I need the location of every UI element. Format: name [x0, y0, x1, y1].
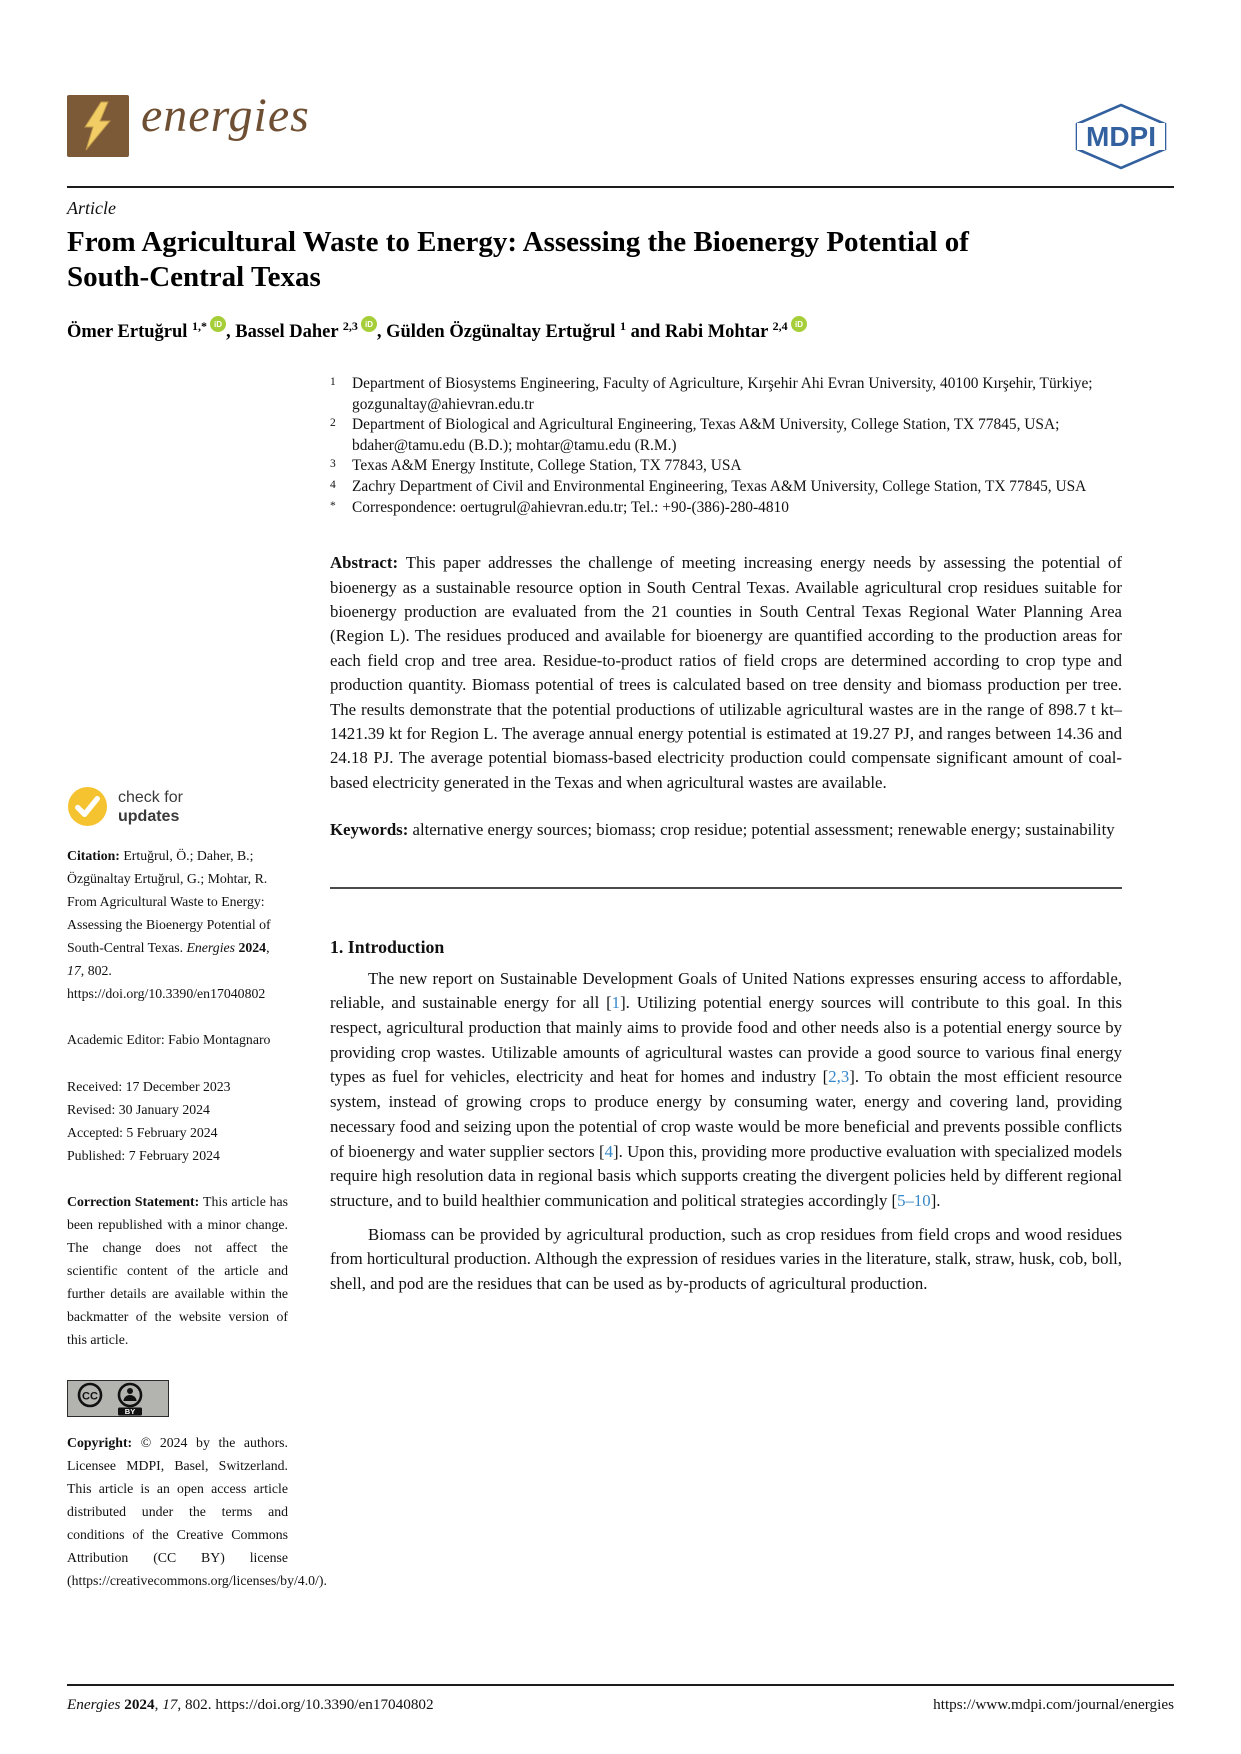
check-for-updates-text: check for updates — [118, 788, 183, 825]
correspondence-marker: * — [330, 499, 336, 512]
author-name: Gülden Özgünaltay Ertuğrul — [386, 322, 620, 342]
date-received: Received: 17 December 2023 — [67, 1079, 231, 1094]
affiliation-marker: 4 — [330, 478, 336, 491]
article-type-label: Article — [67, 198, 116, 218]
author-affiliation-superscript: 2,3 — [342, 319, 358, 333]
checkmark-icon — [67, 786, 108, 827]
footer-citation: Energies 2024, 17, 802. https://doi.org/10.3390/en17040802 — [67, 1696, 434, 1713]
mdpi-logo[interactable] — [1064, 102, 1178, 172]
date-published: Published: 7 February 2024 — [67, 1148, 220, 1163]
section-heading-introduction: 1. Introduction — [330, 936, 445, 957]
mdpi-wordmark: MDPI — [1086, 121, 1156, 152]
affiliation-2: 2 Department of Biological and Agricultural Engineering, Texas A&M University, College Station, TX 77845, USA; bdaher@tamu.edu (B.D.); mohtar@tamu.edu (R.M.) — [330, 415, 1122, 456]
affiliation-3: 3 Texas A&M Energy Institute, College Station, TX 77843, USA — [330, 456, 1122, 477]
citation-block: Citation: Ertuğrul, Ö.; Daher, B.; Özgünaltay Ertuğrul, G.; Mohtar, R. From Agricultural Waste to Energy: Assessing the Bioenergy Potential of South-Central Texas. Energies 2024, 17, 802. https://doi.org/10.3390/en17040802 — [67, 848, 271, 1001]
orcid-icon[interactable] — [361, 316, 377, 332]
footer-rule — [67, 1684, 1174, 1686]
orcid-icon[interactable] — [791, 316, 807, 332]
affiliation-marker: 1 — [330, 376, 336, 388]
introduction-paragraph-1: The new report on Sustainable Development Goals of United Nations expresses ensuring access to affordable, reliable, and sustainable energy for all [1]. Utilizing potential energy sources will contribute to this goal. In this respect, agricultural production that mainly aims to provide food and other needs also is a potential energy source by providing crop wastes. Utilizable amounts of agricultural wastes can provide a good source to various final energy types as fuel for vehicles, electricity and heat for homes and industry [2,3]. To obtain the most efficient resource system, instead of growing crops to produce energy by consuming water, energy and covering land, providing necessary food and seizing upon the potential of crop waste would be more beneficial and prevents possible conflicts of bioenergy and water supplier sectors [4]. Upon this, providing more productive evaluation with specialized models require high resolution data in regional basis which supports creating the divergent policies held by different regional structure, and to build healthier communication and political strategies accordingly [5–10]. — [330, 968, 1122, 1210]
svg-text:CC: CC — [82, 1390, 98, 1403]
affiliation-1: 1 Department of Biosystems Engineering, Faculty of Agriculture, Kırşehir Ahi Evran University, 40100 Kırşehir, Türkiye; gozgunaltay@ahievran.edu.tr — [330, 374, 1122, 415]
footer — [67, 1696, 1174, 1714]
date-revised: Revised: 30 January 2024 — [67, 1102, 210, 1117]
svg-text:iD: iD — [214, 320, 223, 330]
academic-editor: Academic Editor: Fabio Montagnaro — [67, 1032, 271, 1047]
affiliation-marker: 2 — [330, 417, 336, 430]
keywords-separator-rule — [330, 887, 1122, 889]
affiliation-4: 4 Zachry Department of Civil and Environmental Engineering, Texas A&M University, College Station, TX 77845, USA — [330, 477, 1122, 498]
orcid-icon[interactable] — [210, 316, 226, 332]
author-name: Bassel Daher — [235, 322, 343, 342]
author-name: Rabi Mohtar — [665, 322, 773, 342]
copyright-block: Copyright: © 2024 by the authors. Licensee MDPI, Basel, Switzerland. This article is an open access article distributed under the terms and conditions of the Creative Commons Attribution (CC BY) license (https://creativecommons.org/licenses/by/4.0/). — [67, 1435, 327, 1588]
reference-link[interactable]: 4 — [604, 1141, 614, 1161]
main-column — [330, 374, 1122, 1297]
reference-link[interactable]: 2,3 — [828, 1067, 850, 1087]
svg-text:iD: iD — [364, 320, 373, 330]
energies-logo[interactable] — [67, 95, 129, 157]
correspondence-line: * Correspondence: oertugrul@ahievran.edu.tr; Tel.: +90-(386)-280-4810 — [330, 498, 1122, 519]
reference-link[interactable]: 1 — [611, 993, 621, 1013]
affiliation-marker: 3 — [330, 458, 336, 471]
author-affiliation-superscript: 1 — [619, 319, 626, 333]
by-label: BY — [124, 1407, 136, 1416]
introduction-paragraph-2: Biomass can be provided by agricultural production, such as crop residues from field crops and wood residues from horticultural production. Although the expression of residues varies in the literature, stalk, straw, husk, cob, boll, shell, and pod are the residues that can be used as by-products of agricultural production. — [330, 1224, 1122, 1294]
svg-text:iD: iD — [794, 320, 803, 330]
date-accepted: Accepted: 5 February 2024 — [67, 1125, 218, 1140]
paper-title: From Agricultural Waste to Energy: Assessing the Bioenergy Potential of South-Central Texas — [67, 226, 969, 293]
footer-journal-url[interactable]: https://www.mdpi.com/journal/energies — [933, 1696, 1174, 1713]
author-name: Ömer Ertuğrul — [67, 322, 193, 342]
cc-by-license-badge[interactable] — [67, 1380, 169, 1417]
correction-statement: Correction Statement: This article has been republished with a minor change. The change does not affect the scientific content of the article and further details are available within the backmatter of the website version of this article. — [67, 1194, 288, 1347]
lightning-bolt-icon — [75, 100, 121, 152]
person-icon — [119, 1384, 141, 1406]
author-affiliation-superscript: 1,* — [192, 319, 208, 333]
sidebar — [67, 786, 327, 1592]
journal-name: energies — [141, 89, 310, 142]
abstract: Abstract: This paper addresses the challenge of meeting increasing energy needs by assessing the potential of bioenergy as a sustainable resource option in South Central Texas. Available agricultural crop residues suitable for bioenergy production are evaluated from the 21 counties in South Central Texas Regional Water Planning Area (Region L). The residues produced and available for bioenergy are quantified according to the production areas for each field crop and tree area. Residue-to-product ratios of field crops are determined according to crop type and production quantity. Biomass potential of trees is calculated based on tree density and biomass production per tree. The results demonstrate that the potential productions of utilizable agricultural wastes are in the range of 898.7 t kt–1421.39 kt for Region L. The average annual energy potential is estimated at 19.27 PJ, and ranges between 14.36 and 24.18 PJ. The average potential biomass-based electricity production could compensate significant amount of coal-based electricity generated in the Texas and when agricultural wastes are available. — [330, 553, 1122, 792]
check-for-updates-badge[interactable] — [67, 786, 288, 827]
authors-line: Ömer Ertuğrul $^{1,*}$ iD , Bassel Daher $^{2,3}$ iD , Gülden Özgünaltay Ertuğrul $^1$ and Rabi Mohtar $^{2,4}$ iD — [67, 316, 1117, 343]
reference-link[interactable]: 5–10 — [897, 1190, 931, 1210]
header-rule — [67, 186, 1174, 188]
author-affiliation-superscript: 2,4 — [772, 319, 788, 333]
keywords: Keywords: alternative energy sources; biomass; crop residue; potential assessment; renewable energy; sustainability — [330, 820, 1115, 840]
dates-block — [67, 1075, 288, 1167]
